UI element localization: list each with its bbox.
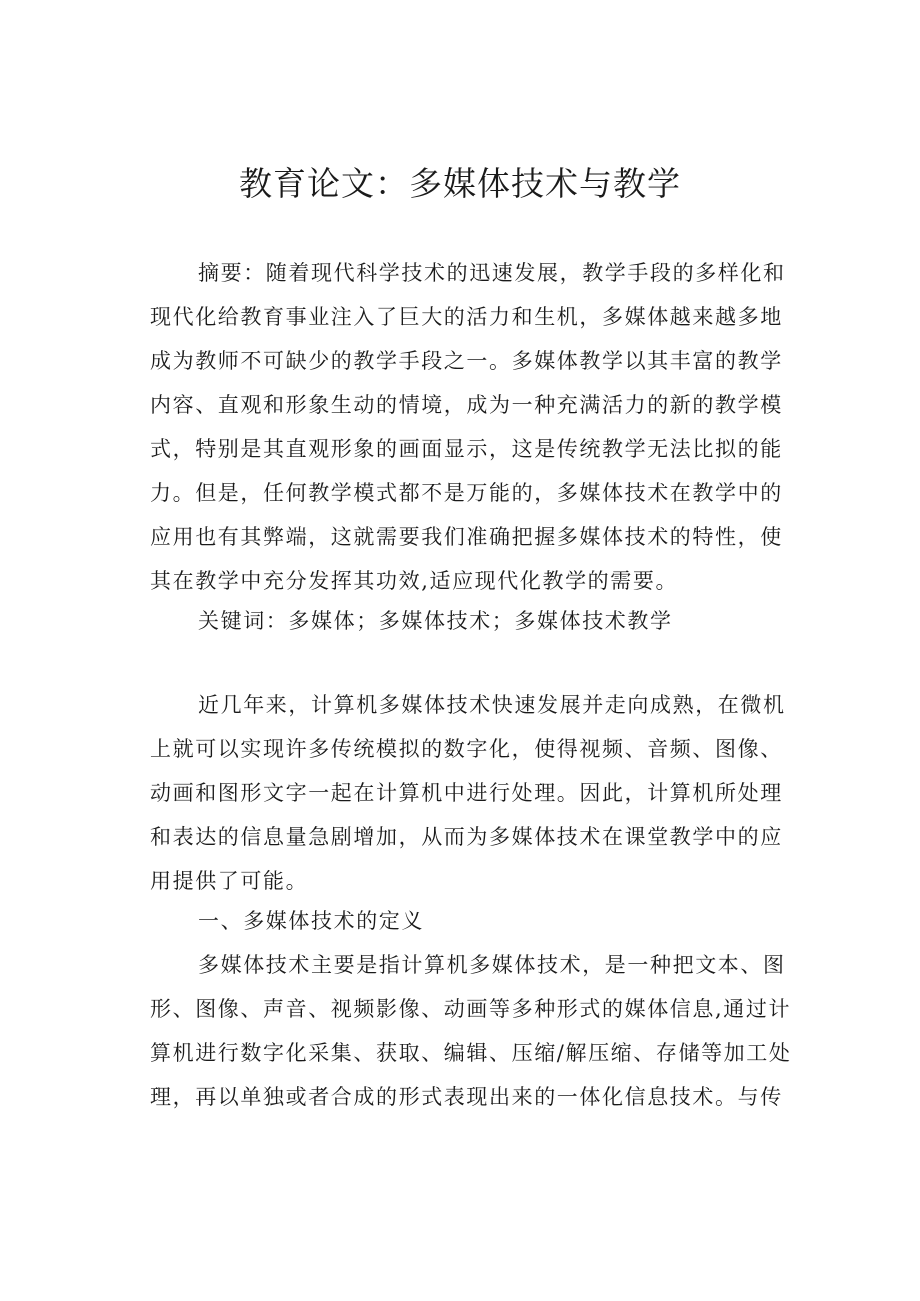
intro-line: 近几年来，计算机多媒体技术快速发展并走向成熟，在微机	[198, 693, 786, 717]
intro-line: 和表达的信息量急剧增加，从而为多媒体技术在课堂教学中的应	[150, 825, 783, 849]
section-heading: 一、多媒体技术的定义	[198, 909, 424, 933]
abstract-line: 内容、直观和形象生动的情境，成为一种充满活力的新的教学模	[150, 393, 783, 417]
section1-line: 形、图像、声音、视频影像、动画等多种形式的媒体信息,通过计	[150, 997, 792, 1021]
intro-line: 用提供了可能。	[150, 869, 309, 893]
section1-line: 算机进行数字化采集、获取、编辑、压缩/解压缩、存储等加工处	[150, 1041, 792, 1065]
intro-line: 上就可以实现许多传统模拟的数字化，使得视频、音频、图像、	[150, 737, 783, 761]
abstract-line: 成为教师不可缺少的教学手段之一。多媒体教学以其丰富的教学	[150, 349, 783, 373]
intro-line: 动画和图形文字一起在计算机中进行处理。因此，计算机所处理	[150, 781, 783, 805]
document-title: 教育论文：多媒体技术与教学	[239, 164, 681, 203]
abstract-line: 其在教学中充分发挥其功效,适应现代化教学的需要。	[150, 569, 679, 593]
abstract-line: 现代化给教育事业注入了巨大的活力和生机，多媒体越来越多地	[150, 305, 783, 329]
abstract-line: 应用也有其弊端，这就需要我们准确把握多媒体技术的特性，使	[150, 525, 783, 549]
abstract-line: 摘要：随着现代科学技术的迅速发展，教学手段的多样化和	[198, 261, 786, 285]
abstract-line: 力。但是，任何教学模式都不是万能的，多媒体技术在教学中的	[150, 481, 783, 505]
section1-line: 多媒体技术主要是指计算机多媒体技术，是一种把文本、图	[198, 953, 786, 977]
keywords-line: 关键词：多媒体；多媒体技术；多媒体技术教学	[198, 609, 673, 633]
section1-line: 理，再以单独或者合成的形式表现出来的一体化信息技术。与传	[150, 1085, 783, 1109]
abstract-line: 式，特别是其直观形象的画面显示，这是传统教学无法比拟的能	[150, 437, 783, 461]
